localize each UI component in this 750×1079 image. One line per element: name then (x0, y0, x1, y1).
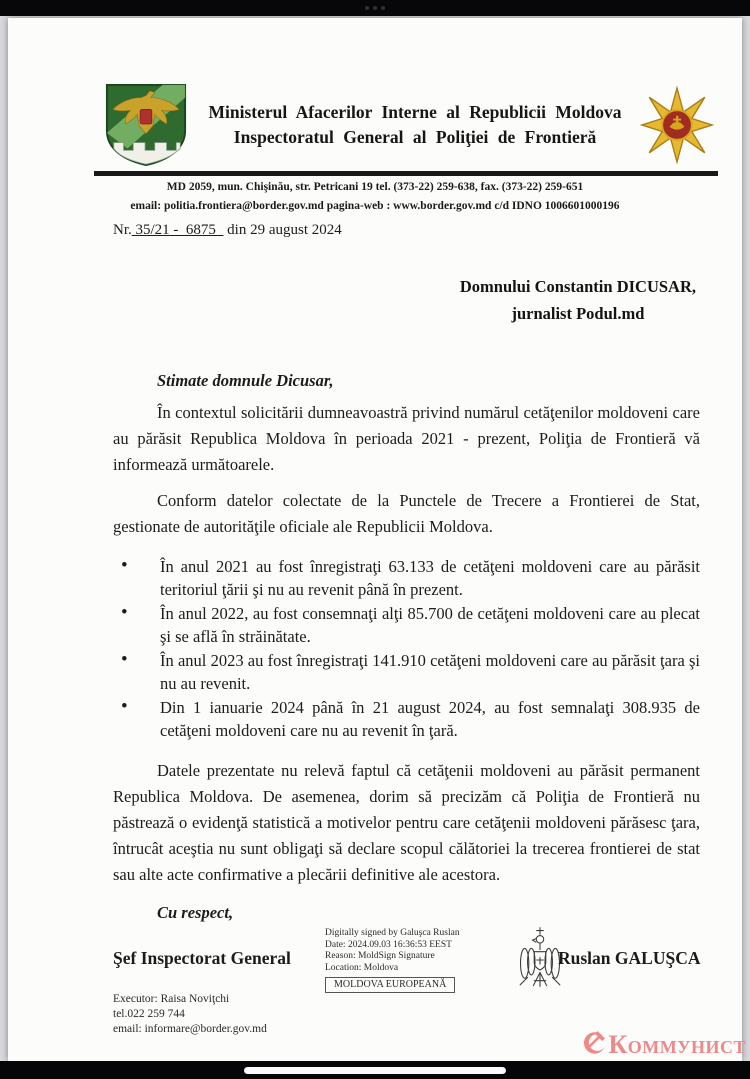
stamp-slogan-box: MOLDOVA EUROPEANĂ (325, 977, 455, 993)
inspectorate-title: Inspectoratul General al Poliţiei de Frontieră (233, 127, 597, 147)
executor-name: Executor: Raisa Noviţchi (113, 993, 230, 1005)
status-bar-bottom (0, 1061, 750, 1079)
header-address-line1: MD 2059, mun. Chişinău, str. Petricani 19 tel. (373-22) 259-638, fax. (373-22) 259-651 (166, 181, 584, 193)
paragraph-1: În contextul solicitării dumneavoastră privind numărul cetăţenilor moldoveni care au părăsit Republica Moldova în perioada 2021 - prezent, Poliţia de Frontieră vă informează următoarele. (113, 403, 700, 474)
camera-notch-dots (373, 6, 377, 10)
closing-salute: Cu respect, (157, 903, 234, 922)
bullet-list (113, 556, 700, 742)
signer-name: Ruslan GALUŞCA (558, 948, 701, 968)
reference-prefix: Nr. (113, 222, 132, 238)
bullet-item-2024: • Din 1 ianuarie 2024 până în 21 august 2024, au fost semnalaţi 308.935 de cetăţeni moldoveni care nu au revenit în ţară. (113, 697, 700, 742)
letter-body (113, 368, 700, 1037)
home-indicator[interactable] (244, 1067, 506, 1074)
ministry-title: Ministerul Afacerilor Interne al Republicii Moldova (208, 102, 622, 122)
reference-number: 35/21 - 6875 (131, 222, 224, 238)
bullet-item-2023: • În anul 2023 au fost înregistraţi 141.910 cetăţeni moldoveni care au părăsit ţara şi nu au revenit. (113, 650, 700, 695)
header-divider (94, 171, 718, 176)
reference-line (113, 222, 342, 239)
signature-row (113, 928, 701, 990)
bullet-item-2021: • În anul 2021 au fost înregistraţi 63.133 de cetăţeni moldoveni care au părăsit teritoriul ţării şi nu au revenit până în prezent. (113, 556, 700, 601)
letter-page (8, 18, 742, 1061)
addressee-name: Domnului Constantin DICUSAR, (459, 277, 696, 296)
letter-header (8, 82, 742, 213)
salutation: Stimate domnule Dicusar, (157, 371, 334, 390)
stamp-signed-by: Digitally signed by Galuşca Ruslan (325, 928, 460, 938)
addressee-role: jurnalist Podul.md (511, 304, 645, 323)
letterhead-titles (200, 100, 630, 150)
bullet-item-2022: • În anul 2022, au fost consemnaţi alţi 85.700 de cetăţeni moldoveni care au plecat şi se află în străinătate. (113, 603, 700, 648)
status-bar-top (0, 0, 750, 16)
mai-star-badge-icon (640, 84, 714, 166)
hammer-and-sickle-icon (580, 1029, 607, 1061)
digital-signature-stamp (325, 928, 460, 993)
addressee-block (460, 273, 696, 327)
border-police-shield-icon (102, 82, 190, 168)
stamp-reason: Reason: MoldSign Signature (325, 951, 435, 961)
executor-phone: tel.022 259 744 (113, 1008, 185, 1020)
paragraph-3: Datele prezentate nu relevă faptul că cetăţenii moldoveni au părăsit permanent Republica Moldova. De asemenea, dorim să precizăm că Poliţia de Frontieră nu păstrează o evidenţă statistică a motivelor pentru care cetăţenii moldoveni părăsesc ţara, întrucât aceştia nu sunt obligaţi să declare scopul călătoriei la trecerea frontierei de stat sau alte acte confirmative a plecării definitive ale acestora. (113, 761, 700, 884)
paragraph-2: Conform datelor colectate de la Punctele de Trecere a Frontierei de Stat, gestionate de autorităţile oficiale ale Republicii Moldova. (113, 491, 700, 536)
reference-date: din 29 august 2024 (223, 222, 342, 238)
header-address-line2: email: politia.frontiera@border.gov.md pagina-web : www.border.gov.md c/d IDNO 1006601000196 (130, 199, 620, 212)
watermark-text: Коммунист (608, 1030, 746, 1059)
stamp-date: Date: 2024.09.03 16:36:53 EEST (325, 939, 452, 950)
signer-title: Şef Inspectorat General (113, 948, 291, 968)
stamp-location: Location: Moldova (325, 962, 399, 973)
executor-email: email: informare@border.gov.md (113, 1023, 267, 1035)
kommunist-watermark (580, 1029, 746, 1061)
